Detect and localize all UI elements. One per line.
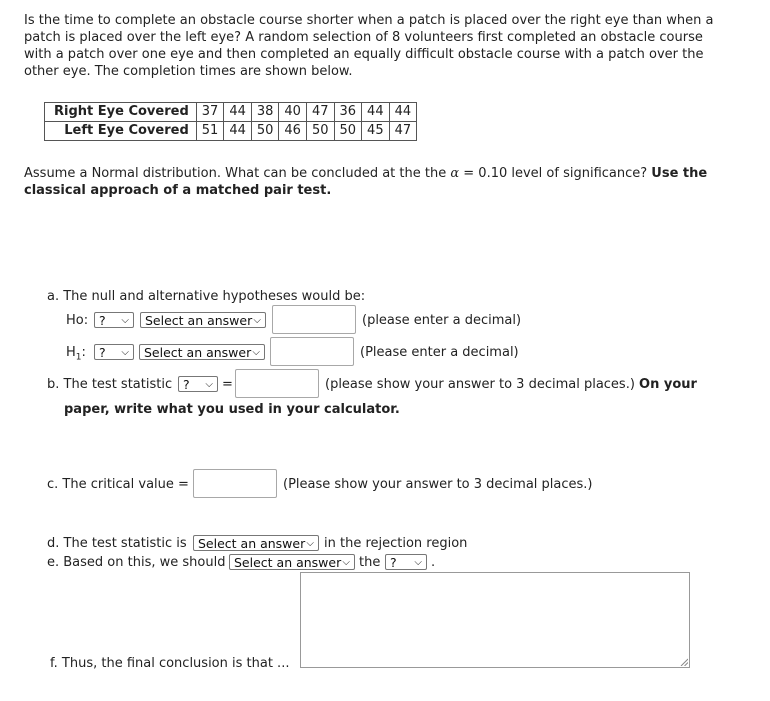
- row-header-left-eye: Left Eye Covered: [45, 122, 197, 141]
- h0-value-input[interactable]: [272, 305, 356, 334]
- part-b-bold-text: On your: [639, 377, 697, 392]
- table-cell: 44: [389, 103, 417, 122]
- part-a-label: a. The null and alternative hypotheses would be:: [47, 289, 366, 304]
- h0-hint: (please enter a decimal): [362, 313, 522, 328]
- part-f-label: f. Thus, the final conclusion is that ...: [50, 656, 290, 671]
- test-statistic-symbol-select[interactable]: [178, 376, 218, 392]
- row-header-right-eye: Right Eye Covered: [45, 103, 197, 122]
- resize-grip-icon[interactable]: [680, 658, 688, 666]
- h1-value-input[interactable]: [270, 337, 354, 366]
- completion-times-table: [44, 102, 417, 141]
- h1-symbol-value: ?: [99, 345, 106, 360]
- table-cell: 47: [306, 103, 334, 122]
- table-cell: 51: [196, 122, 224, 141]
- alpha-symbol: α: [450, 166, 460, 181]
- hypothesis-value: ?: [390, 555, 397, 570]
- question-bold-text: Use the: [651, 166, 708, 181]
- part-b-label: b. The test statistic: [47, 377, 173, 392]
- part-d-tail: in the rejection region: [324, 536, 468, 551]
- table-cell: 40: [279, 103, 307, 122]
- table-cell: 38: [251, 103, 279, 122]
- h1-label-letter: H: [66, 345, 76, 360]
- chevron-down-icon: ⌵: [306, 538, 314, 549]
- table-cell: 44: [224, 103, 252, 122]
- part-e-label: e. Based on this, we should: [47, 555, 226, 570]
- table-row-left-eye: [45, 122, 417, 141]
- part-c-hint: (Please show your answer to 3 decimal places.): [283, 477, 593, 492]
- part-b-bold-line: [64, 402, 400, 417]
- table-row-right-eye: [45, 103, 417, 122]
- problem-intro: [24, 12, 724, 80]
- chevron-down-icon: ⌵: [205, 379, 213, 390]
- h0-parameter-select[interactable]: [140, 312, 266, 328]
- table-cell: 50: [306, 122, 334, 141]
- question-text: [24, 165, 707, 199]
- decision-value: Select an answer: [234, 555, 342, 570]
- hypothesis-select[interactable]: [385, 554, 427, 570]
- part-b-hint: [325, 377, 697, 392]
- h1-parameter-value: Select an answer: [144, 345, 252, 360]
- chevron-down-icon: ⌵: [342, 557, 350, 568]
- h0-parameter-value: Select an answer: [145, 313, 253, 328]
- rejection-region-value: Select an answer: [198, 536, 306, 551]
- table-cell: 47: [389, 122, 417, 141]
- chevron-down-icon: ⌵: [414, 557, 422, 568]
- intro-line: Is the time to complete an obstacle course shorter when a patch is placed over the right eye than when a: [24, 13, 714, 28]
- h0-label: Ho:: [66, 313, 89, 328]
- chevron-down-icon: ⌵: [252, 347, 260, 358]
- chevron-down-icon: ⌵: [121, 347, 129, 358]
- h1-subscript: 1: [75, 352, 82, 363]
- table-cell: 50: [251, 122, 279, 141]
- equals-sign: =: [222, 377, 233, 392]
- question-text-part: Assume a Normal distribution. What can be concluded at the the: [24, 166, 451, 181]
- part-e-mid: the: [359, 555, 381, 570]
- table-cell: 36: [334, 103, 362, 122]
- critical-value-input[interactable]: [193, 469, 277, 498]
- part-b-bold-text: paper, write what you used in your calculator.: [64, 402, 400, 417]
- test-statistic-symbol-value: ?: [183, 377, 190, 392]
- table-cell: 46: [279, 122, 307, 141]
- h0-symbol-value: ?: [99, 313, 106, 328]
- table-cell: 44: [362, 103, 390, 122]
- decision-select[interactable]: [229, 554, 355, 570]
- intro-line: patch is placed over the left eye? A random selection of 8 volunteers first completed an obstacle course: [24, 30, 703, 45]
- part-e-period: .: [431, 555, 436, 570]
- table-cell: 50: [334, 122, 362, 141]
- part-d-label: d. The test statistic is: [47, 536, 187, 551]
- table-cell: 37: [196, 103, 224, 122]
- table-cell: 44: [224, 122, 252, 141]
- h1-symbol-select[interactable]: [94, 344, 134, 360]
- rejection-region-select[interactable]: [193, 535, 319, 551]
- question-bold-text: classical approach of a matched pair test.: [24, 183, 332, 198]
- h1-parameter-select[interactable]: [139, 344, 265, 360]
- part-b-hint-text: (please show your answer to 3 decimal places.): [325, 377, 640, 392]
- table-cell: 45: [362, 122, 390, 141]
- chevron-down-icon: ⌵: [121, 315, 129, 326]
- h1-colon: :: [81, 345, 86, 360]
- h0-symbol-select[interactable]: [94, 312, 134, 328]
- test-statistic-input[interactable]: [235, 369, 319, 398]
- chevron-down-icon: ⌵: [253, 315, 261, 326]
- intro-line: other eye. The completion times are shown below.: [24, 64, 353, 79]
- h1-label: [66, 345, 86, 363]
- intro-line: with a patch over one eye and then completed an equally difficult obstacle course with a patch over the: [24, 47, 704, 62]
- h1-hint: (Please enter a decimal): [360, 345, 519, 360]
- question-text-part: = 0.10 level of significance?: [459, 166, 652, 181]
- conclusion-textarea[interactable]: [300, 572, 690, 668]
- part-c-label: c. The critical value =: [47, 477, 189, 492]
